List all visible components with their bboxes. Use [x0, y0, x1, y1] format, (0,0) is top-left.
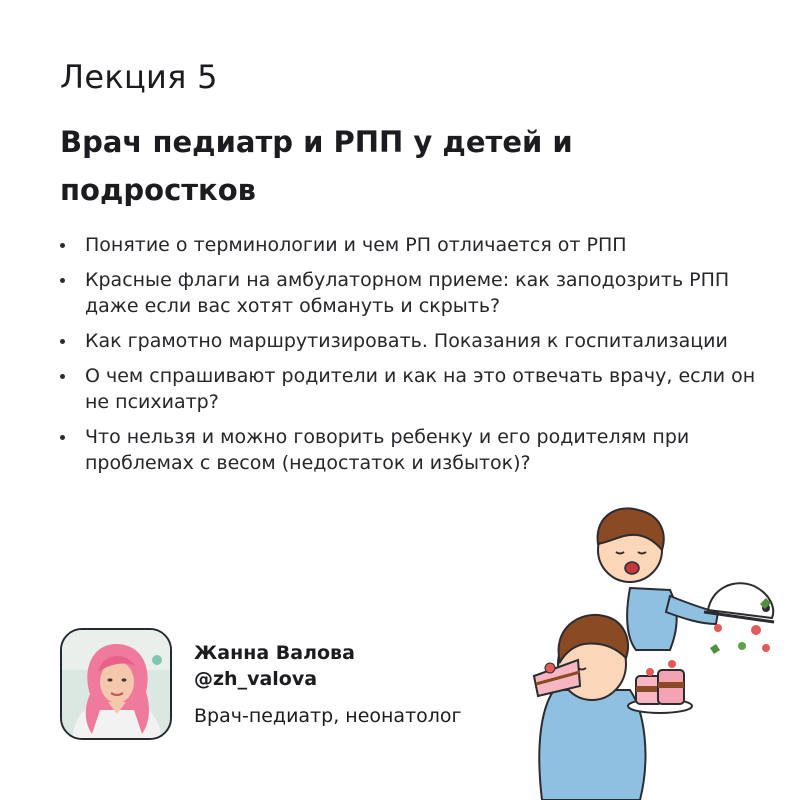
author-avatar	[60, 628, 172, 740]
bullet-icon	[60, 278, 65, 283]
list-item	[58, 267, 758, 319]
author-name: Жанна Валова	[194, 642, 355, 664]
author-handle: @zh_valova	[194, 668, 318, 690]
list-item	[58, 232, 758, 258]
author-photo-icon	[62, 630, 170, 738]
children-eating-illustration-icon	[520, 500, 800, 800]
bullet-icon	[60, 339, 65, 344]
list-item	[58, 328, 758, 354]
author-role: Врач-педиатр, неонатолог	[194, 705, 462, 727]
topic-text: Понятие о терминологии и чем РП отличается от РПП	[85, 234, 627, 256]
topic-text: Красные флаги на амбулаторном приеме: как заподозрить РПП даже если вас хотят обмануть и скрыть?	[85, 269, 730, 317]
bullet-icon	[60, 435, 65, 440]
lecture-title: Врач педиатр и РПП у детей и подростков	[60, 125, 573, 207]
bullet-icon	[60, 243, 65, 248]
list-item	[58, 363, 758, 415]
topics-list	[58, 232, 758, 485]
topic-text: О чем спрашивают родители и как на это отвечать врачу, если он не психиатр?	[85, 365, 756, 413]
topic-text: Что нельзя и можно говорить ребенку и его родителям при проблемах с весом (недостаток и избыток)?	[85, 426, 690, 474]
author-info	[194, 640, 462, 729]
lecture-number: Лекция 5	[60, 58, 218, 96]
list-item	[58, 424, 758, 476]
topic-text: Как грамотно маршрутизировать. Показания к госпитализации	[85, 330, 728, 352]
bullet-icon	[60, 374, 65, 379]
